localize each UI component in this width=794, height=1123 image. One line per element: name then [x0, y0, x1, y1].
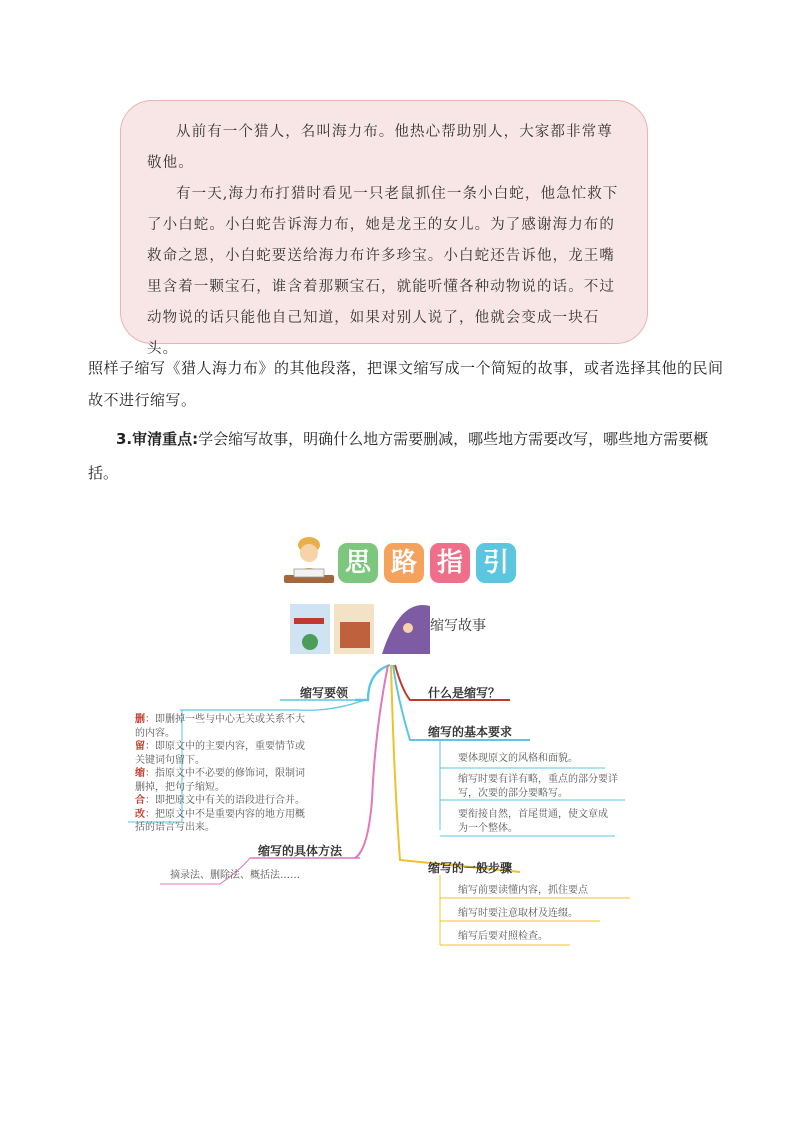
key-point-text: 学会缩写故事，明确什么地方需要删减，哪些地方需要改写，哪些地方需要概括。 [88, 430, 709, 482]
node-methods: 缩写的具体方法 [258, 844, 343, 858]
guide-banner [280, 535, 530, 595]
essential-rewrite: 改：把原文中不是重要内容的地方用概括的语言写出来。 [135, 808, 305, 833]
banner-char-3: 指 [430, 543, 470, 583]
mindmap-center-title: 缩写故事 [430, 618, 486, 634]
node-essentials: 缩写要领 [300, 686, 349, 700]
methods-text: 摘录法、删除法、概括法…… [170, 870, 300, 881]
key-point [88, 422, 728, 490]
essential-merge: 合：即把原文中有关的语段进行合并。 [135, 795, 305, 806]
step-item-2: 缩写时要注意取材及连缀。 [458, 908, 578, 919]
node-basic-requirements: 缩写的基本要求 [428, 725, 513, 739]
essential-delete: 删：即删掉一些与中心无关或关系不大的内容。 [135, 714, 305, 739]
node-general-steps: 缩写的一般步骤 [428, 861, 513, 875]
essential-shorten: 缩：指原文中不必要的修饰词，限制词删掉，把句子缩短。 [135, 768, 305, 793]
teacher-reading-icon [280, 535, 338, 587]
basic-item-1: 要体现原文的风格和面貌。 [458, 753, 578, 764]
key-point-label: 3.审清重点: [116, 430, 199, 448]
essential-keep: 留：即原文中的主要内容，重要情节或关键词句留下。 [135, 741, 305, 766]
banner-char-2: 路 [384, 543, 424, 583]
node-what-is: 什么是缩写？ [428, 686, 501, 700]
essentials-list [135, 713, 310, 835]
story-excerpt-box [120, 100, 648, 357]
banner-char-4: 引 [476, 543, 516, 583]
story-paragraph-1: 从前有一个猎人，名叫海力布。他热心帮助别人，大家都非常尊敬他。 [147, 124, 613, 171]
step-item-3: 缩写后要对照检查。 [458, 931, 548, 942]
step-item-1: 缩写前要读懂内容，抓住要点 [458, 885, 588, 896]
story-paragraph-2: 有一天,海力布打猎时看见一只老鼠抓住一条小白蛇，他急忙救下了小白蛇。小白蛇告诉海力布，她是龙王的女儿。为了感谢海力布的救命之恩，小白蛇要送给海力布许多珍宝。小白蛇还告诉他，龙王嘴里含着一颗宝石，谁含着那颗宝石，就能听懂各种动物说的话。不过动物说的话只能他自己知道，如果对别人说了，他就会变成一块石头。 [147, 186, 619, 357]
basic-item-2: 缩写时要有详有略，重点的部分要详写，次要的部分要略写。 [458, 774, 618, 799]
basic-item-3: 要衔接自然，首尾贯通，使文章成为一个整体。 [458, 809, 608, 834]
instruction-text: 照样子缩写《猎人海力布》的其他段落，把课文缩写成一个简短的故事，或者选择其他的民间故不进行缩写。 [88, 359, 724, 409]
banner-char-1: 思 [338, 543, 378, 583]
